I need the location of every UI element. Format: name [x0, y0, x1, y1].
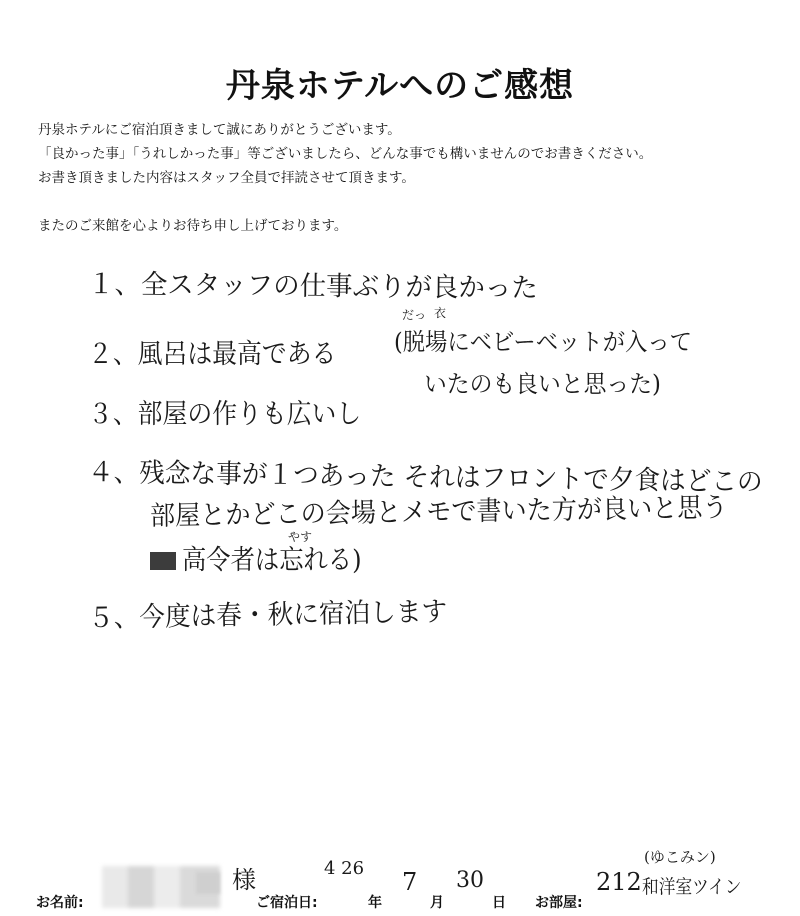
month-label: 月	[430, 895, 444, 911]
scribble-out	[150, 552, 176, 570]
comment-ruby: やす	[288, 530, 313, 544]
comment-line-4b: 部屋とかどこの会場とメモで書いた方が良いと思う	[149, 492, 728, 532]
comment-line-5: ５、今度は春・秋に宿泊します	[87, 596, 448, 634]
year-label: 年	[368, 895, 382, 911]
month-value: 7	[402, 868, 418, 896]
day-value: 30	[456, 868, 484, 893]
intro-line: 丹泉ホテルにご宿泊頂きまして誠にありがとうございます。	[38, 122, 401, 138]
comment-ruby: だっ	[402, 308, 427, 322]
room-label: お部屋:	[535, 895, 583, 911]
intro-line: 「良かった事」「うれしかった事」等ございましたら、どんな事でも構いませんのでお書きください。	[38, 146, 653, 162]
intro-line: またのご来館を心よりお待ち申し上げております。	[38, 218, 348, 234]
comment-note: (脱場にベビーベットが入って	[394, 328, 692, 356]
redacted-name-part	[196, 872, 220, 894]
intro-text	[38, 118, 778, 238]
stay-date-handwritten: 4 26	[324, 858, 365, 879]
name-label: お名前:	[36, 895, 84, 911]
comment-note: いたのも良いと思った)	[424, 370, 661, 398]
sama-handwritten: 様	[232, 866, 256, 894]
comment-line-3: ３、部屋の作りも広いし	[88, 399, 362, 430]
comment-line-1: １、全スタッフの仕事ぶりが良かった	[87, 269, 538, 305]
page-title: 丹泉ホテルへのご感想	[225, 66, 575, 106]
comment-line-2: ２、風呂は最高である	[88, 339, 337, 370]
comment-ruby: 衣	[434, 306, 447, 320]
room-note: (ゆこみン)	[644, 848, 716, 866]
comment-line-4: ４、残念な事が１つあった それはフロントで夕食はどこの	[87, 457, 763, 498]
room-number: 212	[596, 868, 642, 896]
day-label: 日	[492, 895, 506, 911]
room-type: 和洋室ツイン	[642, 876, 742, 898]
stay-date-label: ご宿泊日:	[256, 895, 318, 911]
comment-line-4c: 高令者は忘れる)	[182, 545, 362, 576]
intro-line: お書き頂きました内容はスタッフ全員で拝読させて頂きます。	[38, 170, 415, 186]
